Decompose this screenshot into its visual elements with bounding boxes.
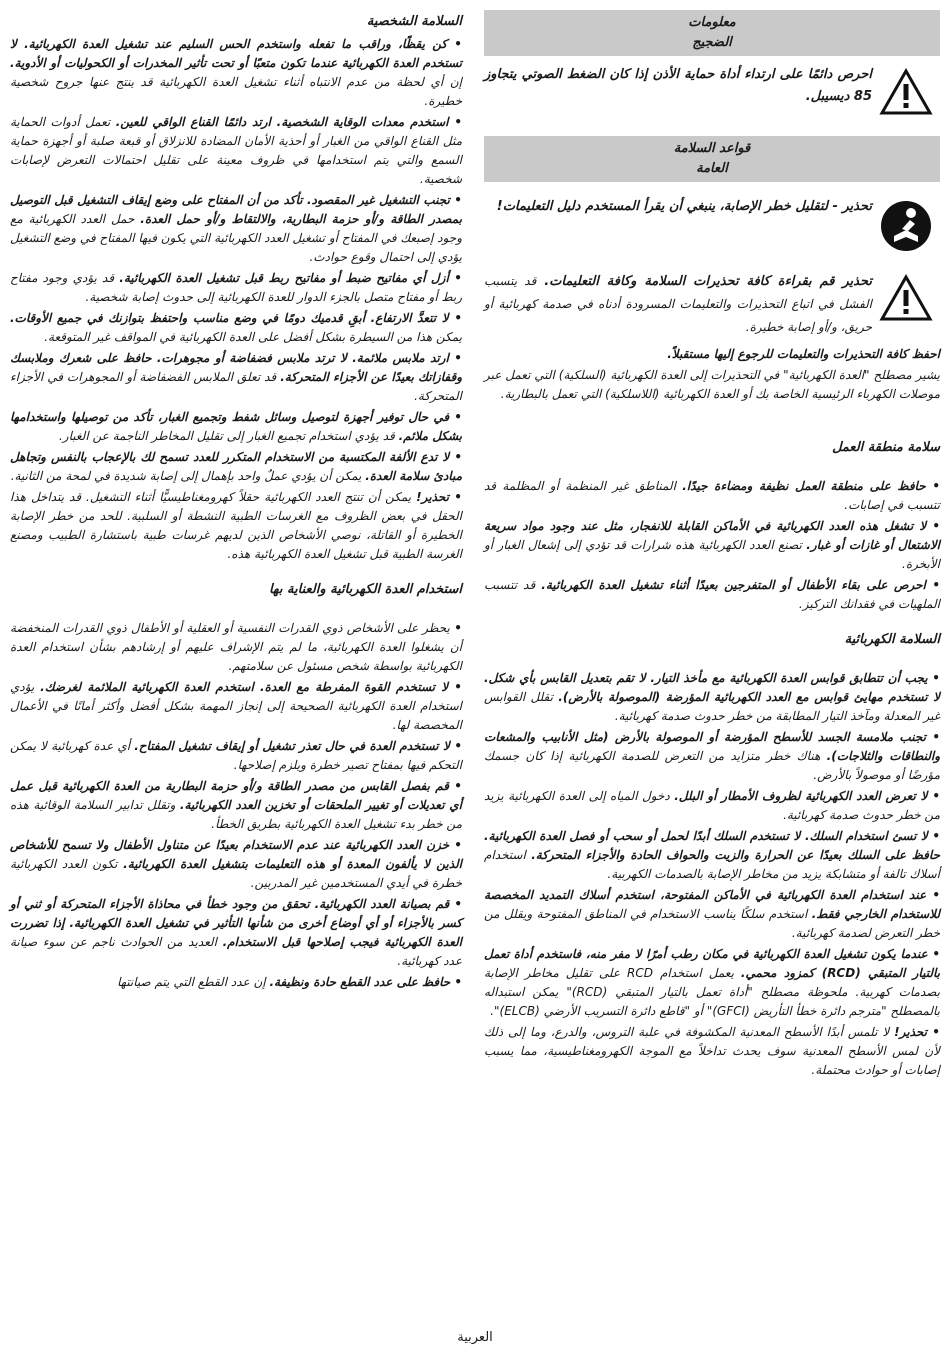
general-warning-text <box>484 270 872 339</box>
page-footer-language: العربية <box>457 1330 493 1345</box>
list-item: • لا تتعدَّ الارتفاع. أبقِ قدميك دومًا في وضع مناسب واحتفظ بتوازنك في جميع الأوقات. يمكن هذا من السيطرة بشكل أفضل على العدة الكهربائية في المواقف غير المتوقعة. <box>10 311 462 344</box>
list-item: • يحظر على الأشخاص ذوي القدرات النفسية أو العقلية أو الأطفال ذوي القدرات المنخفضة أن يشغلوا العدة الكهربائية، ما لم يتم الإشراف عليهم أو إرشادهم بشأن استخدام العدة الكهربائية بواسطة شخص مسئول عن سلامتهم. <box>10 621 462 673</box>
warning-triangle-icon <box>872 64 940 116</box>
list-item: • لا تستخدم القوة المفرطة مع العدة. استخدم العدة الكهربائية الملائمة لغرضك. يؤدي استخدام العدة الكهربائية الصحيحة إلى إنجاز المهمة بشكل أفضل وأكثر أمانًا في الأعمال المخصصة لها. <box>10 680 462 732</box>
general-warning-rest: قد يتسبب الفشل في اتباع التحذيرات والتعليمات المسرودة أدناه في صدمة كهربائية أو حريق، و/أو إصابة خطيرة. <box>484 274 872 334</box>
list-item: • أزل أي مفاتيح ضبط أو مفاتيح ربط قبل تشغيل العدة الكهربائية. قد يؤدي وجود مفتاح ربط أو مفتاح متصل بالجزء الدوار للعدة الكهربائية إلى حدوث إصابة شخصية. <box>10 271 462 304</box>
list-item: • لا تسئ استخدام السلك. لا تستخدم السلك أبدًا لحمل أو سحب أو فصل العدة الكهربائية. حافظ على السلك بعيدًا عن الحرارة والزيت والحواف الحادة والأجزاء المتحركة. استخدام أسلاك تالفة أو متشابكة يزيد من مخاطر الإصابة بالصدمات الكهربية. <box>484 829 940 881</box>
care-list <box>10 619 462 992</box>
list-item: • لا تشغل هذه العدد الكهربائية في الأماكن القابلة للانفجار، مثل عند وجود مواد سريعة الاشتعال أو غازات أو غبار. تصنع العدد الكهربائية هذه شرارات قد تؤدي إلى إشعال الغبار أو الأبخرة. <box>484 519 940 571</box>
personal-list <box>10 35 462 564</box>
noise-warning <box>484 64 940 116</box>
list-item: • في حال توفير أجهزة لتوصيل وسائل شفط وتجميع الغبار، تأكد من توصيلها واستخدامها بشكل ملائم. قد يؤدي استخدام تجميع الغبار إلى تقليل المخاطر الناجمة عن الغبار. <box>10 410 462 443</box>
list-item: • كن يقظًا، وراقب ما تفعله واستخدم الحس السليم عند تشغيل العدة الكهربائية. لا تستخدم العدة الكهربائية عندما تكون متعبًا أو تحت تأثير المخدرات أو الكحوليات أو الأدوية. إن أي لحظة من عدم الانتباه أثناء تشغيل العدة الكهربائية قد ينتج عنها جروح شخصية خطيرة. <box>10 37 462 108</box>
list-item: • عندما يكون تشغيل العدة الكهربائية في مكان رطب أمرًا لا مفر منه، فاستخدم أداة تعمل بالتيار المتبقي (RCD) كمزود محمي. يعمل استخدام RCD على تقليل مخاطر الإصابة بصدمات كهربية. ملحوظة مصطلح "أداة تعمل بالتيار المتبقي (RCD)" يمكن استبداله بالمصطلح "مترجم دائرة خطأ التأريض (GFCI)" أو "قاطع دائرة التسريب الأرضي (ELCB)". <box>484 947 940 1018</box>
read-manual-text: تحذير - لتقليل خطر الإصابة، ينبغي أن يقرأ المستخدم دليل التعليمات! <box>496 199 872 214</box>
list-item: • ارتد ملابس ملائمة. لا ترتد ملابس فضفاضة أو مجوهرات. حافظ على شعرك وملابسك وقفازاتك بعيدًا عن الأجزاء المتحركة. قد تعلق الملابس الفضفاضة أو المجوهرات في الأجزاء المتحركة. <box>10 351 462 403</box>
list-item: • تجنب التشغيل غير المقصود. تأكد من أن المفتاح على وضع إيقاف التشغيل قبل التوصيل بمصدر الطاقة و/أو حزمة البطارية، والالتقاط و/أو حمل العدة. حمل العدد الكهربائية مع وجود إصبعك في المفتاح أو تشغيل العدد الكهربائية التي يكون فيها المفتاح في وضع التشغيل يؤدي إلى احتمال وقوع حوادث. <box>10 193 462 264</box>
read-manual-warning <box>484 196 940 252</box>
general-warning-bold: تحذير قم بقراءة كافة تحذيرات السلامة وكافة التعليمات. <box>544 274 872 289</box>
list-item: • تجنب ملامسة الجسد للأسطح المؤرضة أو الموصولة بالأرض (مثل الأنابيب والمشعات والنطاقات والثلاجات). هناك خطر متزايد من التعرض للصدمة الكهربائية إذا كان جسمك مؤرضًا أو موصولاً بالأرض. <box>484 730 940 782</box>
list-item: • لا تستخدم العدة في حال تعذر تشغيل أو إيقاف تشغيل المفتاح. أي عدة كهربائية لا يمكن التحكم فيها بمفتاح تصير خطرة ويلزم إصلاحها. <box>10 739 462 772</box>
electrical-list <box>484 669 940 1080</box>
list-item: • عند استخدام العدة الكهربائية في الأماكن المفتوحة، استخدم أسلاك التمديد المخصصة للاستخدام الخارجي فقط. استخدم سلكًا يناسب الاستخدام في المناطق المفتوحة ويقلل من خطر التعرض لصدمة كهربائية. <box>484 888 940 940</box>
work-area-list <box>484 477 940 614</box>
list-item: • استخدم معدات الوقاية الشخصية. ارتد دائمًا القناع الواقي للعين. تعمل أدوات الحماية مثل القناع الواقي من الغبار أو أحذية الأمان المضادة للانزلاق أو قبعة صلبة أو أجهزة حماية السمع والتي يتم استخدامها في ظروف معينة على تقليل احتمالات التعرض لإصابات شخصية. <box>10 115 462 186</box>
list-item: • تحذير! لا تلمس أبدًا الأسطح المعدنية المكشوفة في علبة التروس، والدرع، وما إلى ذلك لأن لمس الأسطح المعدنية سوف يحدث تداخلاً مع الموجة الكهرومغناطيسية، مما يسبب إصابات أو حوادث محتملة. <box>484 1025 940 1077</box>
safety-header <box>484 136 940 182</box>
general-warning <box>484 270 940 339</box>
info-title: معلومات <box>688 15 736 30</box>
work-area-title: سلامة منطقة العمل <box>832 440 940 455</box>
list-item: • لا تدع الألفة المكتسبة من الاستخدام المتكرر للعدد تسمح لك بالإعجاب بالنفس وتجاهل مبادئ سلامة العدة. يمكن أن يؤدي عملٌ واحد بإهمال إلى إصابة شديدة في لمحة من الثانية. <box>10 450 462 483</box>
list-item: • احرص على بقاء الأطفال أو المتفرجين بعيدًا أثناء تشغيل العدة الكهربائية. قد تتسبب الملهيات في فقدانك التركيز. <box>484 578 940 611</box>
safety-subtitle: العامة <box>696 161 728 176</box>
care-title: استخدام العدة الكهربائية والعناية بها <box>268 582 462 597</box>
right-column <box>484 10 940 1082</box>
warning-triangle-icon <box>872 270 940 322</box>
list-item: • قم بفصل القابس من مصدر الطاقة و/أو حزمة البطارية من العدة الكهربائية قبل عمل أي تعديلات أو تغيير الملحقات أو تخزين العدد الكهربائية. وتقلل تدابير السلامة الوقائية هذه من خطر بدء تشغيل العدة الكهربائية بطريق الخطأ. <box>10 779 462 831</box>
read-manual-icon <box>872 196 940 252</box>
list-item: • لا تعرض العدد الكهربائية لظروف الأمطار أو البلل. دخول المياه إلى العدة الكهربائية يزيد من خطر حدوث صدمة كهربائية. <box>484 789 940 822</box>
info-header <box>484 10 940 56</box>
safety-title: قواعد السلامة <box>673 141 751 156</box>
left-column <box>10 10 462 994</box>
electrical-title: السلامة الكهربائية <box>844 632 940 647</box>
list-item: • حافظ على منطقة العمل نظيفة ومضاءة جيدًا. المناطق غير المنظمة أو المظلمة قد تتسبب في إصابات. <box>484 479 940 512</box>
list-item: • خزن العدد الكهربائية عند عدم الاستخدام بعيدًا عن متناول الأطفال ولا تسمح للأشخاص الذين لا يألفون المعدة أو هذه التعليمات بتشغيل العدة الكهربائية. تكون العدد الكهربائية خطرة في أيدي المستخدمين غير المدربين. <box>10 838 462 890</box>
term-definition: يشير مصطلح "العدة الكهربائية" في التحذيرات إلى العدة الكهربائية (السلكية) التي تعمل عبر موصلات الكهرباء الرئيسية الخاصة بك أو العدة الكهربائية (اللاسلكية) التي تعمل بالبطارية. <box>484 368 940 401</box>
noise-text: احرص دائمًا على ارتداء أداة حماية الأذن إذا كان الضغط الصوتي يتجاوز 85 ديسيبل. <box>484 67 872 104</box>
info-subtitle: الضجيج <box>692 35 732 50</box>
list-item: • يجب أن تتطابق قوابس العدة الكهربائية مع مأخذ التيار. لا تقم بتعديل القابس بأي شكل. لا تستخدم مهايئ قوابس مع العدد الكهربائية المؤرضة (الموصولة بالأرض). تقلل القوابس غير المعدلة ومآخذ التيار المطابقة من خطر حدوث صدمة كهربائية. <box>484 671 940 723</box>
list-item: • حافظ على عدد القطع حادة ونظيفة. إن عدد القطع التي يتم صيانتها <box>117 975 462 989</box>
list-item: • تحذير! يمكن أن تنتج العدد الكهربائية حقلاً كهرومغناطيسيًّا أثناء التشغيل. قد يتداخل هذا الحقل في بعض الظروف مع الغرسات الطبية النشطة أو السلبية. للحد من خطر الإصابة الخطيرة أو القاتلة، نوصي الأشخاص الذين لديهم غرسات طبية باستشارة الطبيب ومصنع الغرسة الطبية قبل تشغيل العدة الكهربائية هذه. <box>10 490 462 561</box>
list-item: • قم بصيانة العدد الكهربائية. تحقق من وجود خطأ في محاذاة الأجزاء المتحركة أو ثني أو كسر بالأجزاء أو أي أوضاع أخرى من شأنها التأثير في تشغيل العدة الكهربائية. إذا تضررت العدة الكهربائية فيجب إصلاحها قبل الاستخدام. العديد من الحوادث ناجم عن سوء صيانة عدد كهربائية. <box>10 897 462 968</box>
personal-title: السلامة الشخصية <box>366 14 462 29</box>
keep-instructions: احفظ كافة التحذيرات والتعليمات للرجوع إليها مستقبلاً. <box>667 347 940 361</box>
